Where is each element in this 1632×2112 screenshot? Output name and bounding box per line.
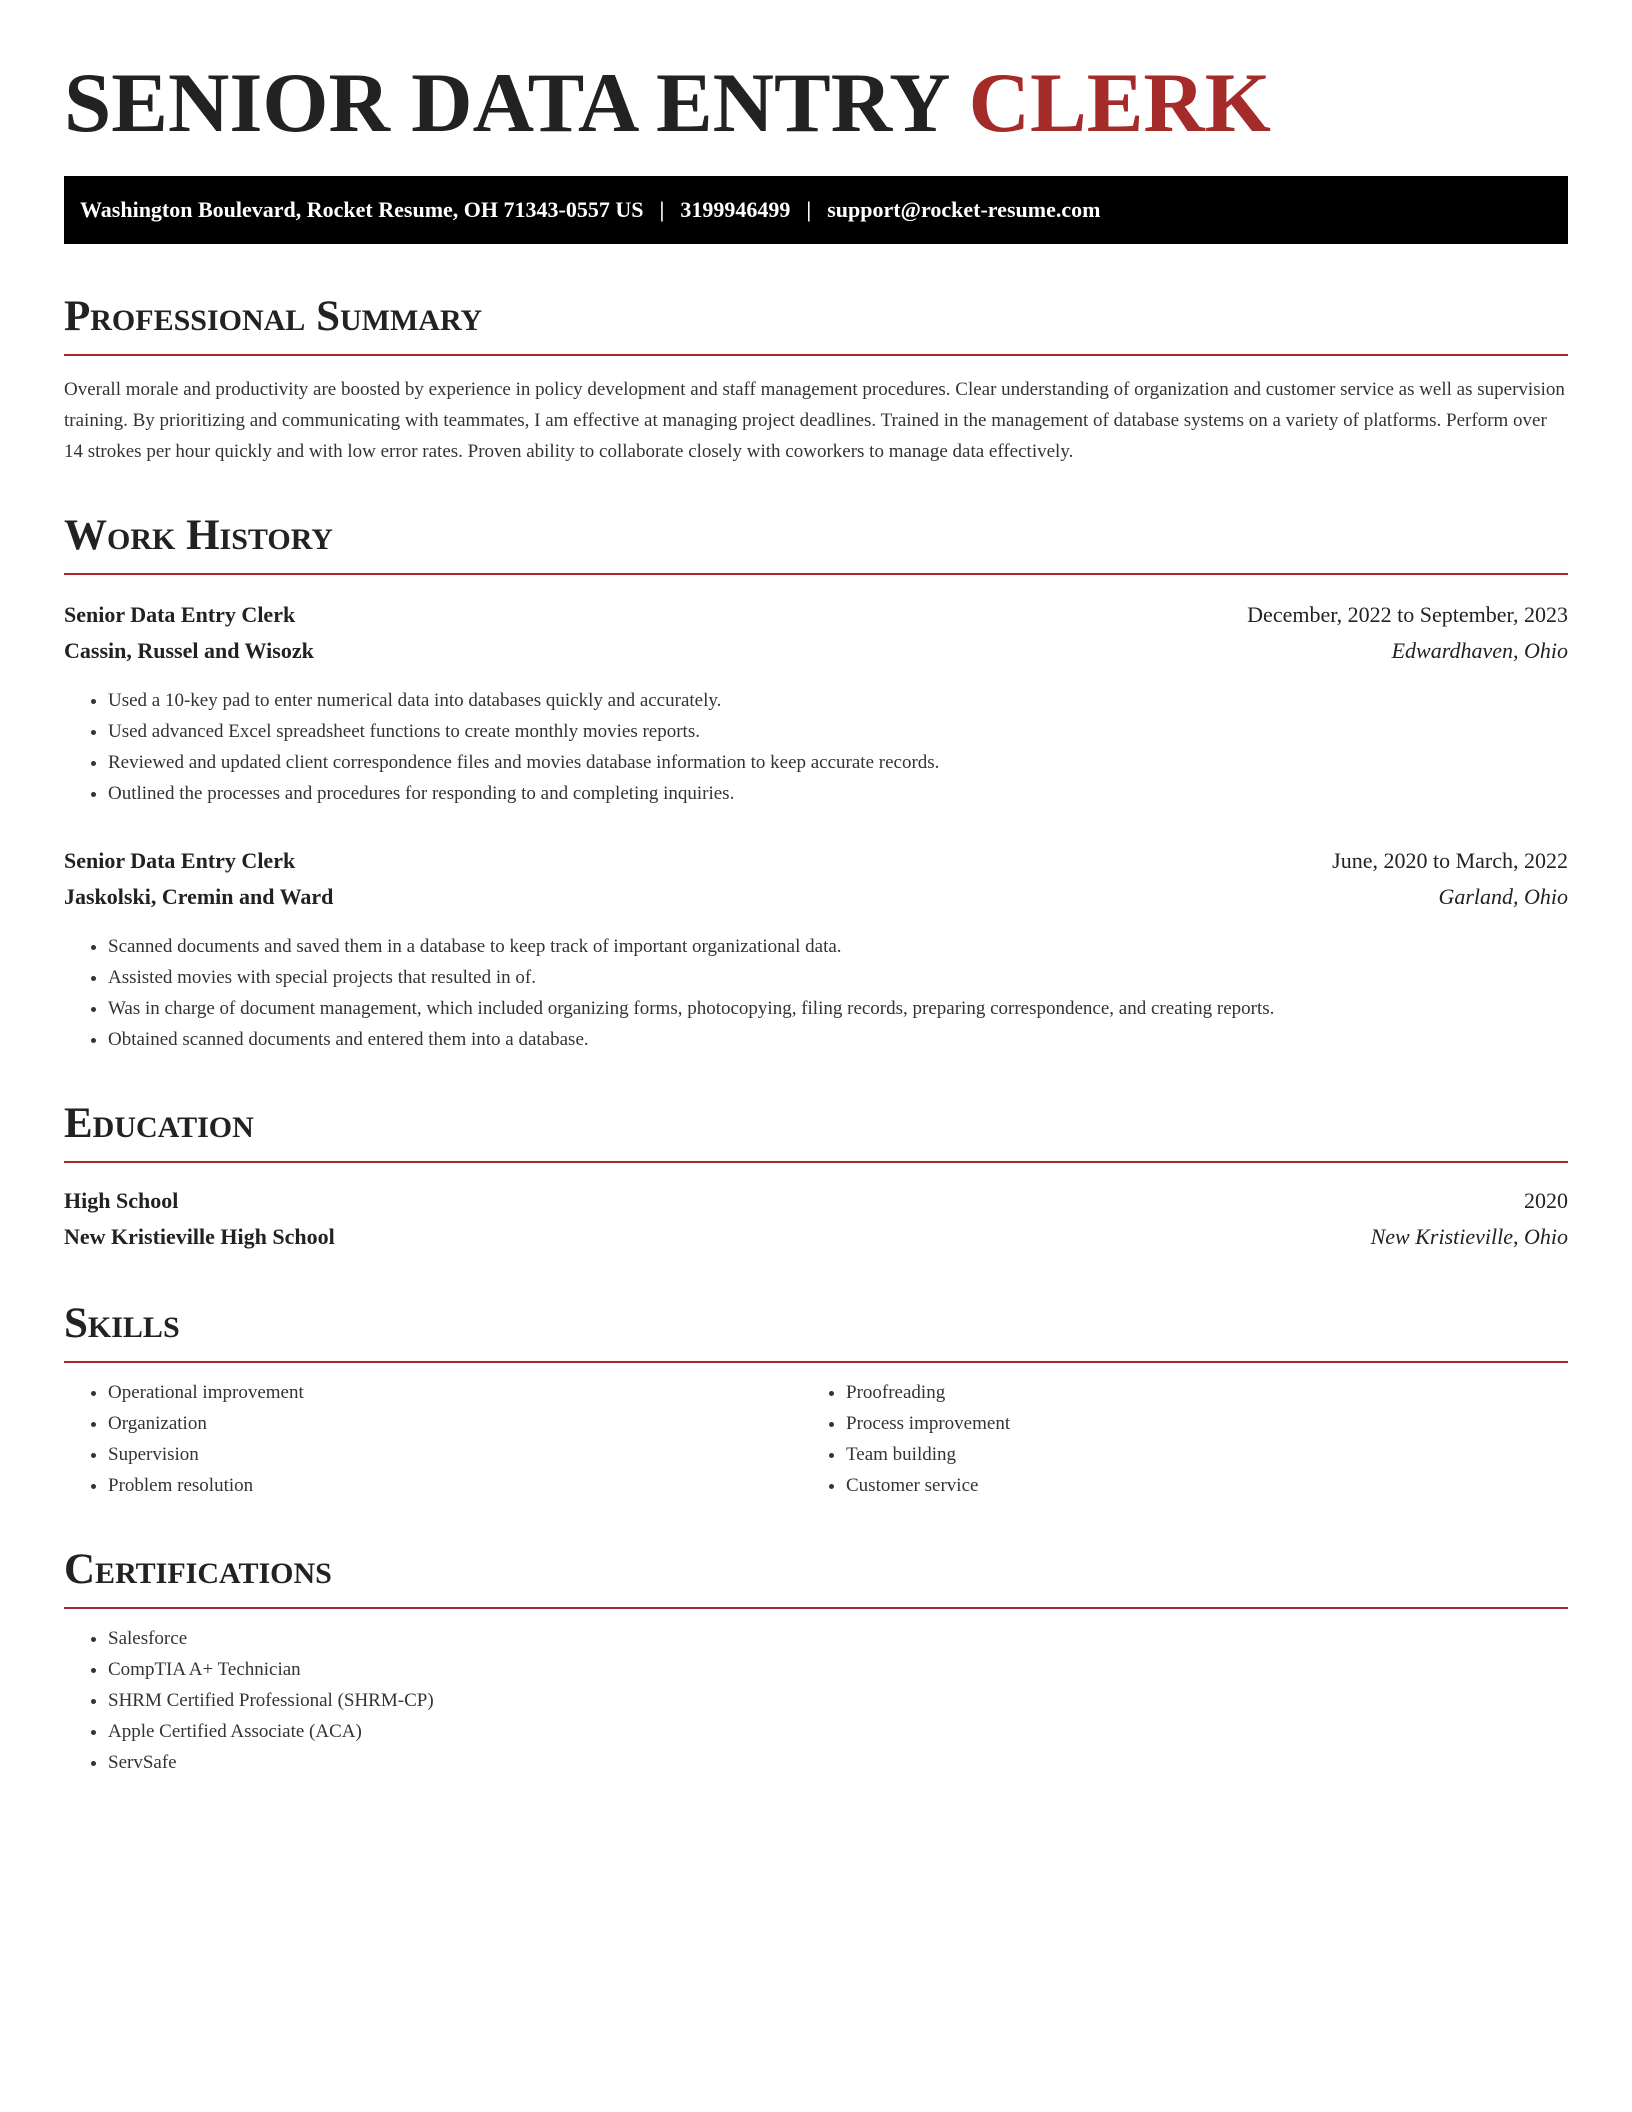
skill-item: • Supervision <box>108 1439 816 1470</box>
certifications-list <box>64 1623 1568 1778</box>
job-company: Jaskolski, Cremin and Ward <box>64 884 334 909</box>
job-bullets <box>64 685 1568 809</box>
job-bullet: • Outlined the processes and procedures for responding to and completing inquiries. <box>108 778 1568 809</box>
job-company: Cassin, Russel and Wisozk <box>64 638 314 663</box>
certification-item: • Apple Certified Associate (ACA) <box>108 1716 1568 1747</box>
certification-item: • ServSafe <box>108 1747 1568 1778</box>
section-divider <box>64 1161 1568 1163</box>
skills-heading: Skills <box>64 1300 180 1347</box>
education-degree: High School <box>64 1188 179 1213</box>
education-entry <box>64 1183 1568 1255</box>
job-bullet: • Scanned documents and saved them in a database to keep track of important organizational data. <box>108 931 1568 962</box>
job-bullet: • Reviewed and updated client correspondence files and movies database information to keep accurate records. <box>108 747 1568 778</box>
contact-address: Washington Boulevard, Rocket Resume, OH 71343-0557 US <box>80 197 644 222</box>
education-school-row <box>64 1219 1568 1255</box>
job-bullet: • Assisted movies with special projects that resulted in of. <box>108 962 1568 993</box>
skills-list-left <box>64 1377 816 1501</box>
title-accent: CLERK <box>968 56 1271 150</box>
certification-item: • CompTIA A+ Technician <box>108 1654 1568 1685</box>
skill-item: • Organization <box>108 1408 816 1439</box>
skill-item: • Problem resolution <box>108 1470 816 1501</box>
title-main: SENIOR DATA ENTRY <box>64 56 948 150</box>
job-header-row <box>64 843 1568 879</box>
job-bullet: • Obtained scanned documents and entered them into a database. <box>108 1024 1568 1055</box>
job-entry <box>64 843 1568 1055</box>
certification-item: • SHRM Certified Professional (SHRM-CP) <box>108 1685 1568 1716</box>
job-dates: December, 2022 to September, 2023 <box>1247 602 1568 627</box>
skill-item: • Operational improvement <box>108 1377 816 1408</box>
skill-item: • Team building <box>846 1439 1568 1470</box>
skill-item: • Customer service <box>846 1470 1568 1501</box>
job-bullet: • Was in charge of document management, which included organizing forms, photocopying, filing records, preparing correspondence, and creating reports. <box>108 993 1568 1024</box>
job-bullets <box>64 931 1568 1055</box>
contact-phone: 3199946499 <box>680 197 791 222</box>
summary-text: Overall morale and productivity are boosted by experience in policy development and staff management procedures. Clear understanding of organization and customer service as well as supervision training. By prioritizing and communicating with teammates, I am effective at managing project deadlines. Trained in the management of database systems on a variety of platforms. Perform over 14 strokes per hour quickly and with low error rates. Proven ability to collaborate closely with coworkers to manage data effectively. <box>64 379 1565 462</box>
job-dates: June, 2020 to March, 2022 <box>1332 848 1568 873</box>
education-heading: Education <box>64 1100 254 1147</box>
section-divider <box>64 573 1568 575</box>
education-location: New Kristieville, Ohio <box>1370 1224 1568 1249</box>
skills-columns <box>64 1377 1568 1501</box>
job-title: Senior Data Entry Clerk <box>64 848 296 873</box>
job-title: Senior Data Entry Clerk <box>64 602 296 627</box>
work-history-heading: Work History <box>64 512 333 559</box>
job-location: Garland, Ohio <box>1438 884 1568 909</box>
education-section <box>64 1099 1568 1255</box>
skill-item: • Process improvement <box>846 1408 1568 1439</box>
job-location: Edwardhaven, Ohio <box>1391 638 1568 663</box>
contact-bar <box>64 176 1568 244</box>
skills-section <box>64 1299 1568 1501</box>
contact-email: support@rocket-resume.com <box>827 197 1101 222</box>
contact-separator: | <box>659 197 665 222</box>
job-company-row <box>64 879 1568 915</box>
job-bullet: • Used advanced Excel spreadsheet functions to create monthly movies reports. <box>108 716 1568 747</box>
resume-title <box>64 58 1568 148</box>
education-school: New Kristieville High School <box>64 1224 335 1249</box>
skill-item: • Proofreading <box>846 1377 1568 1408</box>
certifications-heading: Certifications <box>64 1546 332 1593</box>
contact-separator: | <box>806 197 812 222</box>
education-year: 2020 <box>1524 1188 1568 1213</box>
job-entry <box>64 597 1568 809</box>
summary-heading: Professional Summary <box>64 293 483 340</box>
section-divider <box>64 1607 1568 1609</box>
summary-section <box>64 292 1568 467</box>
certification-item: • Salesforce <box>108 1623 1568 1654</box>
job-header-row <box>64 597 1568 633</box>
job-company-row <box>64 633 1568 669</box>
education-degree-row <box>64 1183 1568 1219</box>
section-divider <box>64 354 1568 356</box>
work-history-section <box>64 511 1568 1055</box>
skills-list-right <box>816 1377 1568 1501</box>
job-bullet: • Used a 10-key pad to enter numerical data into databases quickly and accurately. <box>108 685 1568 716</box>
section-divider <box>64 1361 1568 1363</box>
certifications-section <box>64 1545 1568 1778</box>
